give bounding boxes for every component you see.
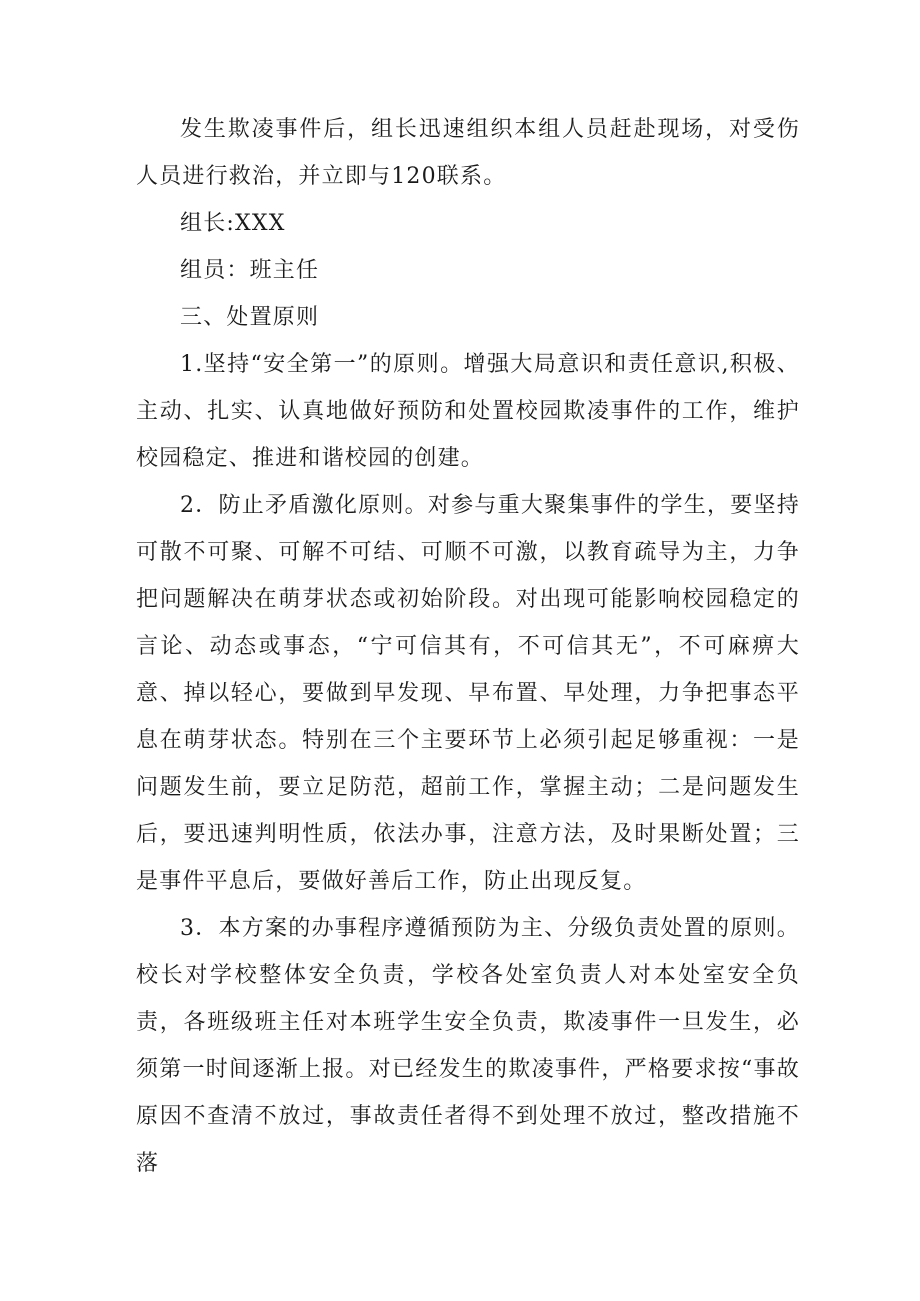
paragraph-team-members: 组员：班主任 bbox=[180, 258, 320, 283]
paragraph-team-leader: 组长:XXX bbox=[180, 211, 286, 236]
paragraph-principle-1: 1.坚持“安全第一”的原则。增强大局意识和责任意识,积极、主动、扎实、认真地做好预防和处置校园欺凌事件的工作，维护校园稳定、推进和谐校园的创建。 bbox=[136, 352, 800, 471]
section-heading-principles: 三、处置原则 bbox=[180, 305, 320, 330]
paragraph-principle-2: 2．防止矛盾激化原则。对参与重大聚集事件的学生，要坚持可散不可聚、可解不可结、可顺不可激，以教育疏导为主，力争把问题解决在萌芽状态或初始阶段。对出现可能影响校园稳定的言论、动态或事态，“宁可信其有，不可信其无”，不可麻痹大意、掉以轻心，要做到早发现、早布置、早处理，力争把事态平息在萌芽状态。特别在三个主要环节上必须引起足够重视：一是问题发生前，要立足防范，超前工作，掌握主动；二是问题发生后，要迅速判明性质，依法办事，注意方法，及时果断处置；三是事件平息后，要做好善后工作，防止出现反复。 bbox=[136, 493, 800, 894]
document-body bbox=[136, 106, 800, 1187]
paragraph-principle-3: 3．本方案的办事程序遵循预防为主、分级负责处置的原则。校长对学校整体安全负责，学校各处室负责人对本处室安全负责，各班级班主任对本班学生安全负责，欺凌事件一旦发生，必须第一时间逐渐上报。对已经发生的欺凌事件，严格要求按“事故原因不查清不放过，事故责任者得不到处理不放过，整改措施不落 bbox=[136, 916, 800, 1176]
paragraph-rescue: 发生欺凌事件后，组长迅速组织本组人员赶赴现场，对受伤人员进行救治，并立即与120联系。 bbox=[136, 117, 800, 189]
